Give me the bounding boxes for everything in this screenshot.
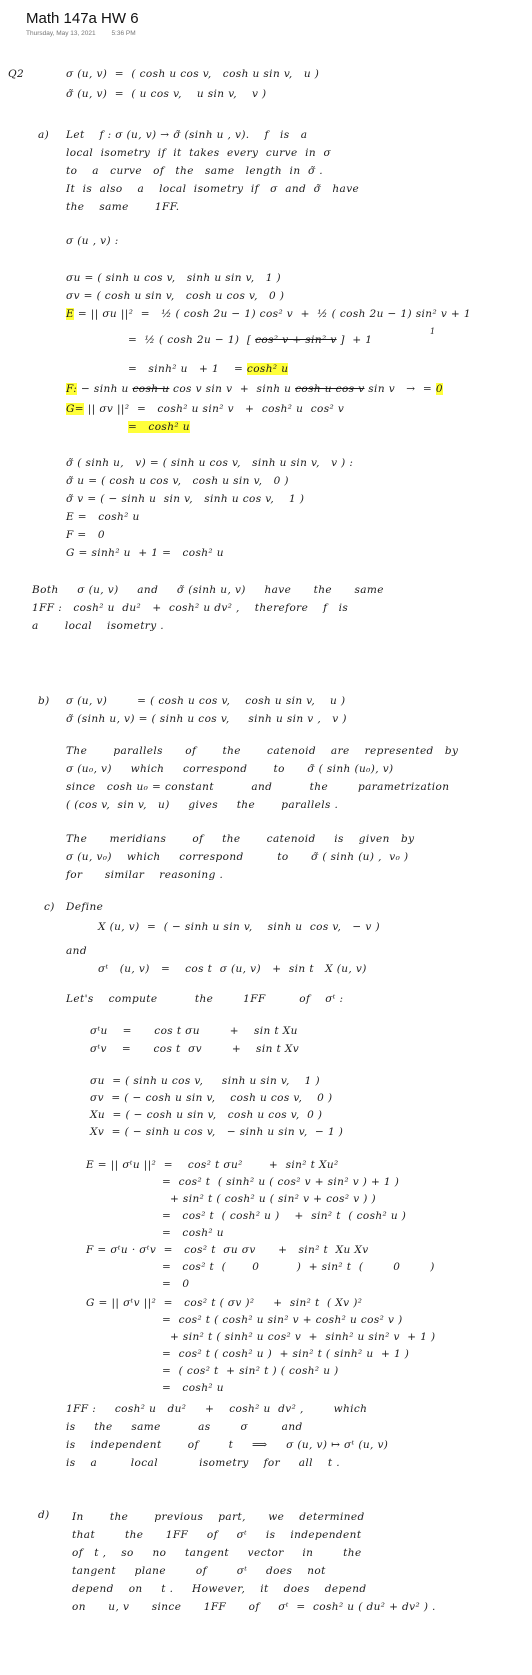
part-c-line: G = || σᵗv ||² = cos² t ( σv )² + sin² t ( Xv )² — [86, 1297, 363, 1309]
part-b-line: The meridians of the catenoid is given by — [66, 833, 415, 845]
tilde-line: F = 0 — [66, 529, 105, 541]
part-a-label: a) — [38, 129, 50, 141]
sigma-definition: σ (u, v) = ( cosh u cos v, cosh u sin v, u ) — [66, 68, 320, 80]
part-b-line: ( (cos v, sin v, u) gives the parallels . — [66, 799, 339, 811]
part-c-line: + sin² t ( cosh² u ( sin² v + cos² v ) ) — [170, 1193, 377, 1205]
part-c-line: is independent of t ⟹ σ (u, v) ↦ σᵗ (u, v) — [66, 1439, 389, 1451]
part-c-line: = 0 — [162, 1278, 190, 1290]
part-c-line: = cosh² u — [162, 1227, 224, 1239]
part-d-line: that the 1FF of σᵗ is independent — [72, 1529, 362, 1541]
part-c-line: Xu = ( − cosh u sin v, cosh u cos v, 0 ) — [90, 1109, 323, 1121]
part-c-line: σᵗv = cos t σv + sin t Xv — [90, 1043, 300, 1055]
page-title: Math 147a HW 6 — [26, 10, 139, 27]
g-result-line — [128, 422, 190, 433]
e-computation-line: = ½ ( cosh 2u − 1) [ cos² v + sin² v ] + 1 — [128, 334, 373, 346]
part-a-text-line: local isometry if it takes every curve in σ — [66, 147, 332, 159]
part-b-label: b) — [38, 695, 50, 707]
g-computation: G= || σv ||² = cosh² u sin² v + cosh² u cos² v — [66, 403, 345, 415]
part-c-line: E = || σᵗu ||² = cos² t σu² + sin² t Xu² — [86, 1159, 339, 1171]
e-result-line: = sinh² u + 1 = cosh² u — [128, 363, 289, 375]
g-label-highlight: G= — [66, 403, 84, 415]
part-c-line: is a local isometry for all t . — [66, 1457, 340, 1469]
part-c-line: and — [66, 945, 87, 957]
part-b-line: since cosh u₀ = constant and the parametrization — [66, 781, 450, 793]
part-c-line: is the same as σ and — [66, 1421, 303, 1433]
e-crossed-out: cos² v + sin² v — [255, 334, 337, 346]
part-c-line: = cos² t ( 0 ) + sin² t ( 0 ) — [162, 1261, 435, 1273]
e-label-highlight: E — [66, 308, 75, 320]
part-c-line: σv = ( − cosh u sin v, cosh u cos v, 0 ) — [90, 1092, 333, 1104]
part-c-line: = cosh² u — [162, 1382, 224, 1394]
part-a-conclusion: 1FF : cosh² u du² + cosh² u dv² , therefore f is — [32, 602, 349, 614]
f-result-highlight: 0 — [435, 383, 443, 395]
part-c-line: = cos² t ( sinh² u ( cos² v + sin² v ) + 1 ) — [162, 1176, 400, 1188]
part-d-line: on u, v since 1FF of σᵗ = cosh² u ( du² + dv² ) . — [72, 1601, 436, 1613]
part-c-line: = cos² t ( cosh² u ) + sin² t ( cosh² u ) — [162, 1210, 407, 1222]
sigma-tilde-definition: σ̃ (u, v) = ( u cos v, u sin v, v ) — [66, 88, 267, 100]
part-b-line: σ (u₀, v) which correspond to σ̃ ( sinh (u₀), v) — [66, 763, 394, 775]
part-d-line: of t , so no tangent vector in the — [72, 1547, 362, 1559]
part-c-line: X (u, v) = ( − sinh u sin v, sinh u cos v, − v ) — [98, 921, 380, 933]
part-a-conclusion: Both σ (u, v) and σ̃ (sinh u, v) have the same — [32, 584, 384, 596]
part-b-line: σ̃ (sinh u, v) = ( sinh u cos v, sinh u sin v , v ) — [66, 713, 347, 725]
note-date: Thursday, May 13, 2021 — [26, 30, 96, 37]
part-c-line: = cos² t ( cosh² u ) + sin² t ( sinh² u + 1 ) — [162, 1348, 410, 1360]
part-a-text-line: Let f : σ (u, v) → σ̃ (sinh u , v). f is a — [66, 129, 308, 141]
note-time: 5:36 PM — [111, 30, 136, 37]
tilde-line: σ̃ ( sinh u, v) = ( sinh u cos v, sinh u sin v, v ) : — [66, 457, 354, 469]
part-d-label: d) — [38, 1509, 50, 1521]
part-a-conclusion: a local isometry . — [32, 620, 165, 632]
part-c-line: σᵗ (u, v) = cos t σ (u, v) + sin t X (u, v) — [98, 963, 367, 975]
part-c-line: σu = ( sinh u cos v, sinh u sin v, 1 ) — [90, 1075, 320, 1087]
part-a-text-line: to a curve of the same length in σ̃ . — [66, 165, 323, 177]
sigma-heading: σ (u , v) : — [66, 235, 119, 247]
tilde-line: σ̃ v = ( − sinh u sin v, sinh u cos v, 1 ) — [66, 493, 305, 505]
part-c-line: F = σᵗu · σᵗv = cos² t σu σv + sin² t Xu Xv — [86, 1244, 369, 1256]
part-c-line: Xv = ( − sinh u cos v, − sinh u sin v, − 1 ) — [90, 1126, 344, 1138]
part-d-line: In the previous part, we determined — [72, 1511, 365, 1523]
sigma-u: σu = ( sinh u cos v, sinh u sin v, 1 ) — [66, 272, 282, 284]
g-result-highlight: = cosh² u — [128, 421, 190, 433]
e-annotation: 1 — [430, 327, 436, 336]
sigma-v: σv = ( cosh u sin v, cosh u cos v, 0 ) — [66, 290, 285, 302]
f-label-highlight: F: — [66, 383, 78, 395]
part-c-line: = ( cos² t + sin² t ) ( cosh² u ) — [162, 1365, 339, 1377]
part-b-line: for similar reasoning . — [66, 869, 224, 881]
e-computation: E = || σu ||² = ½ ( cosh 2u − 1) cos² v + ½ ( cosh 2u − 1) sin² v + 1 — [66, 308, 471, 320]
part-b-line: σ (u, v) = ( cosh u cos v, cosh u sin v, u ) — [66, 695, 346, 707]
part-d-line: tangent plane of σᵗ does not — [72, 1565, 326, 1577]
part-c-line: + sin² t ( sinh² u cos² v + sinh² u sin² v + 1 ) — [170, 1331, 436, 1343]
part-a-text-line: It is also a local isometry if σ and σ̃ have — [66, 183, 360, 195]
part-a-text-line: the same 1FF. — [66, 201, 180, 213]
tilde-line: E = cosh² u — [66, 511, 140, 523]
part-d-line: depend on t . However, it does depend — [72, 1583, 367, 1595]
part-c-line: Define — [66, 901, 104, 913]
part-b-line: σ (u, v₀) which correspond to σ̃ ( sinh (u) , v₀ ) — [66, 851, 409, 863]
part-c-line: = cos² t ( cosh² u sin² v + cosh² u cos² v ) — [162, 1314, 403, 1326]
part-b-line: The parallels of the catenoid are represented by — [66, 745, 459, 757]
e-result-highlight: cosh² u — [246, 363, 289, 375]
tilde-line: σ̃ u = ( cosh u cos v, cosh u sin v, 0 ) — [66, 475, 289, 487]
part-c-label: c) — [44, 901, 55, 913]
part-c-line: Let's compute the 1FF of σᵗ : — [66, 993, 344, 1005]
part-c-line: 1FF : cosh² u du² + cosh² u dv² , which — [66, 1403, 368, 1415]
part-c-line: σᵗu = cos t σu + sin t Xu — [90, 1025, 298, 1037]
problem-label: Q2 — [8, 68, 25, 80]
f-computation: F: − sinh u cosh u cos v sin v + sinh u cosh u cos v sin v → = 0 — [66, 383, 443, 395]
tilde-line: G = sinh² u + 1 = cosh² u — [66, 547, 224, 559]
